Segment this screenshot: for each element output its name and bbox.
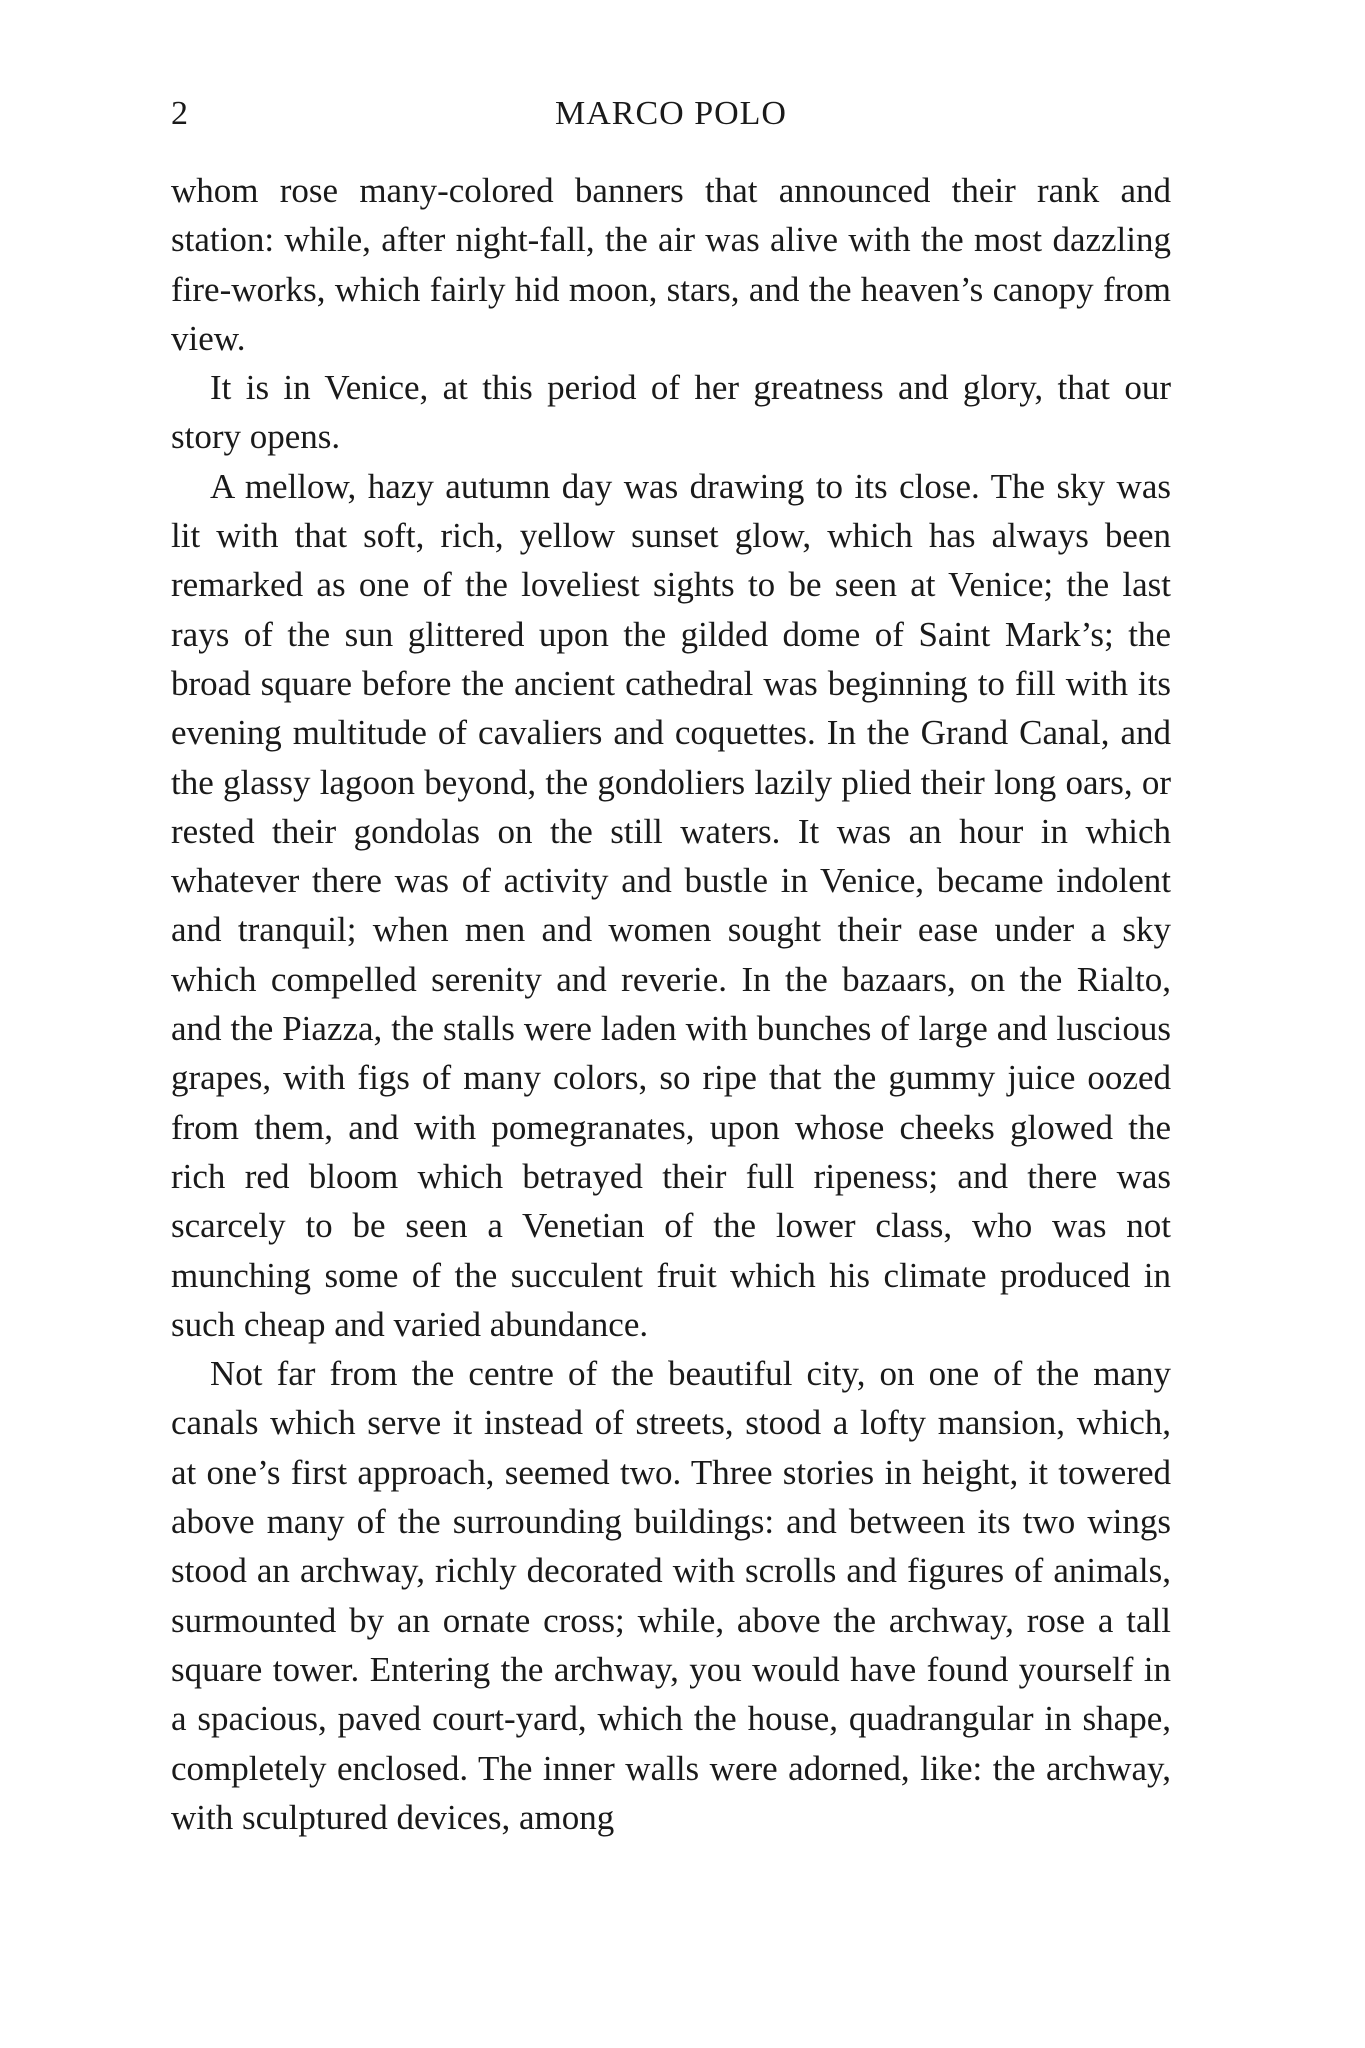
paragraph-continued: whom rose many-colored banners that announced their rank and station: while, after night-fall, the air was alive with the most dazzling fire-works, which fairly hid moon, stars, and the heaven’s canopy from view.: [171, 171, 1171, 358]
running-head: [171, 92, 1171, 136]
paragraph: Not far from the centre of the beautiful city, on one of the many canals which serve it instead of streets, stood a lofty mansion, which, at one’s first approach, seemed two. Three stories in height, it towered above many of the surrounding buildings: and between its two wings stood an archway, richly decorated with scrolls and figures of animals, surmounted by an ornate cross; while, above the archway, rose a tall square tower. Entering the archway, you would have found yourself in a spacious, paved court-yard, which the house, quadrangular in shape, completely enclosed. The inner walls were adorned, like: the archway, with sculptured devices, among: [171, 1354, 1171, 1837]
book-title: MARCO POLO: [555, 95, 787, 132]
paragraph: A mellow, hazy autumn day was drawing to its close. The sky was lit with that soft, rich, yellow sunset glow, which has always been remarked as one of the loveliest sights to be seen at Venice; the last rays of the sun glittered upon the gilded dome of Saint Mark’s; the broad square before the ancient cathedral was beginning to fill with its evening multitude of cavaliers and coquettes. In the Grand Canal, and the glassy lagoon beyond, the gondoliers lazily plied their long oars, or rested their gondolas on the still waters. It was an hour in which whatever there was of activity and bustle in Venice, became indolent and tranquil; when men and women sought their ease under a sky which compelled serenity and reverie. In the bazaars, on the Rialto, and the Piazza, the stalls were laden with bunches of large and luscious grapes, with figs of many colors, so ripe that the gummy juice oozed from them, and with pomegranates, upon whose cheeks glowed the rich red bloom which betrayed their full ripeness; and there was scarcely to be seen a Venetian of the lower class, who was not munching some of the succulent fruit which his climate produced in such cheap and varied abundance.: [171, 466, 1171, 1344]
paragraph: It is in Venice, at this period of her greatness and glory, that our story opens.: [171, 368, 1171, 457]
body-text: [171, 166, 1171, 1842]
page-number: 2: [171, 95, 188, 132]
